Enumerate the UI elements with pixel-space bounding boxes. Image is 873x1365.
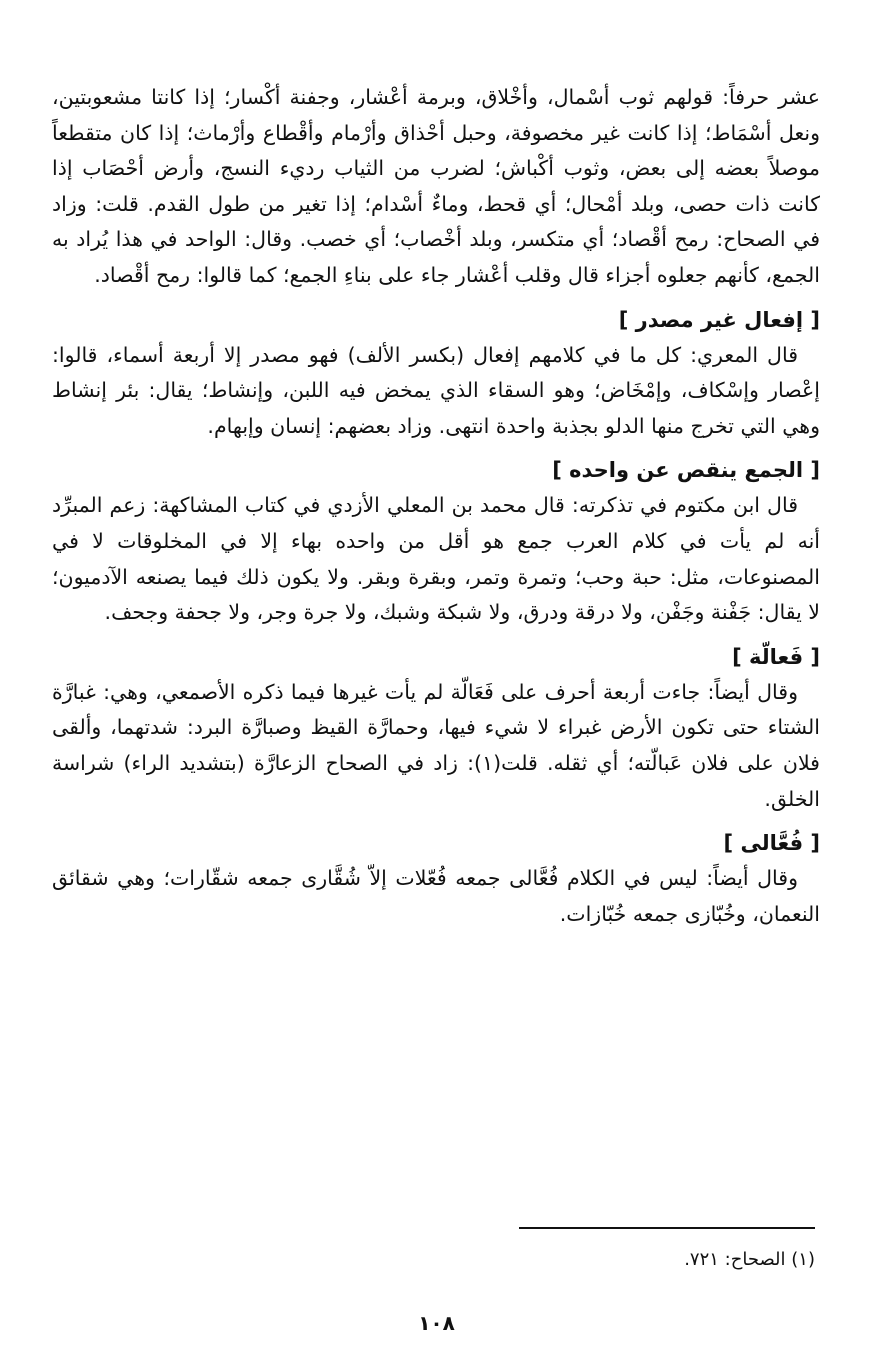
paragraph-fu-ala: وقال أيضاً: ليس في الكلام فُعَّالى جمعه فُعّلات إلاّ شُقَّارى جمعه شقّارات؛ وهي شقائق النعمان، وخُبّازى جمعه خُبّازات. xyxy=(52,866,820,926)
paragraph-intro: عشر حرفاً: قولهم ثوب أسْمال، وأخْلاق، وبرمة أعْشار، وجفنة أكْسار؛ إذا كانتا مشعوبتين، ونعل أسْمَاط؛ إذا كانت غير مخصوفة، وحبل أحْذاق وأرْمام وأقْطاع وأرْماث؛ إذا كان متقطعاً موصلاً بعضه إلى بعض، وثوب أكْباش؛ لضرب من الثياب رديء النسج، وأرض أحْصَاب إذا كانت ذات حصى، وبلد أمْحال؛ أي قحط، وماءٌ أسْدام؛ إذا تغير من طول القدم. قلت: وزاد في الصحاح: رمح أقْصاد؛ أي متكسر، وبلد أخْصاب؛ أي خصب. وقال: الواحد في هذا يُراد به الجمع، كأنهم جعلوه أجزاء قال وقلب أعْشار جاء على بناءِ الجمع؛ كما قالوا: رمح أقْصاد. xyxy=(52,85,820,287)
paragraph-if-al: قال المعري: كل ما في كلامهم إفعال (بكسر الألف) فهو مصدر إلا أربعة أسماء، قالوا: إعْصار وإسْكاف، وإمْخَاض؛ وهو السقاء الذي يمخض فيه اللبن، وإنشاط؛ يقال: بئر إنشاط وهي التي تخرج منها الدلو بجذبة واحدة انتهى. وزاد بعضهم: إنسان وإبهام. xyxy=(52,342,820,438)
page-body xyxy=(52,80,820,932)
page-number: ١٠٨ xyxy=(418,1311,455,1335)
footnote: (١) الصحاح: ٧٢١. xyxy=(684,1249,815,1270)
section-heading-plural: [ الجمع ينقص عن واحده ] xyxy=(552,458,820,483)
section-heading-fa-alla: [ فَعالّة ] xyxy=(732,644,820,669)
paragraph-fa-alla: وقال أيضاً: جاءت أربعة أحرف على فَعَالّة لم يأت غيرها فيما ذكره الأصمعي، وهي: غبارَّة الشتاء حتى تكون الأرض غبراء لا شيء فيها، وحمارَّة القيظ وصبارَّة البرد: شدتهما، وألقى فلان على فلان عَبالّته؛ أي ثقله. قلت(١): زاد في الصحاح الزعارَّة (بتشديد الراء) شراسة الخلق. xyxy=(52,679,820,811)
paragraph-plural: قال ابن مكتوم في تذكرته: قال محمد بن المعلي الأزدي في كتاب المشاكهة: زعم المبرِّد أنه لم يأت في كلام العرب جمع هو أقل من واحده بهاء إلا في المخلوقات لا في المصنوعات، مثل: حبة وحب؛ وتمرة وتمر، وبقرة وبقر. ولا يكون ذلك فيما يصنعه الآدميون؛ لا يقال: جَفْنة وجَفْن، ولا درقة ودرق، ولا شبكة وشبك، ولا جرة وجر، ولا جحفة وجحف. xyxy=(52,493,820,625)
footnote-divider xyxy=(519,1227,815,1229)
section-heading-fu-ala: [ فُعَّالى ] xyxy=(723,831,820,856)
section-heading-if-al: [ إفعال غير مصدر ] xyxy=(618,307,820,332)
